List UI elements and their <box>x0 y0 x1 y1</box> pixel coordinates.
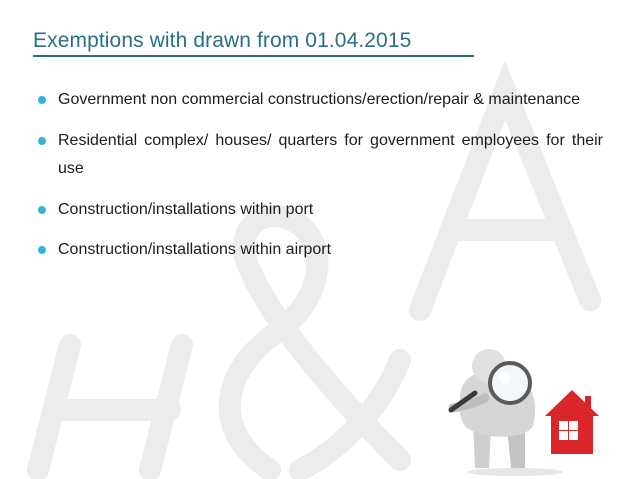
title-underline <box>33 55 474 57</box>
bullet-text: Government non commercial constructions/erection/repair & maintenance <box>58 91 581 108</box>
slide-title: Exemptions with drawn from 01.04.2015 <box>33 29 412 52</box>
bullet-list <box>33 86 603 277</box>
bullet-dot-icon <box>38 137 46 145</box>
person-inspecting-house-icon <box>445 328 615 476</box>
bullet-item <box>33 86 603 115</box>
bullet-item <box>33 196 603 225</box>
bullet-item <box>33 127 603 184</box>
bullet-item <box>33 236 603 265</box>
bullet-dot-icon <box>38 246 46 254</box>
bullet-text: Construction/installations within port <box>58 200 314 218</box>
bullet-dot-icon <box>38 206 46 214</box>
bullet-text: Construction/installations within airport <box>58 241 332 258</box>
bullet-dot-icon <box>38 96 46 104</box>
bullet-text: Residential complex/ houses/ quarters for government employees for their use <box>58 131 603 177</box>
